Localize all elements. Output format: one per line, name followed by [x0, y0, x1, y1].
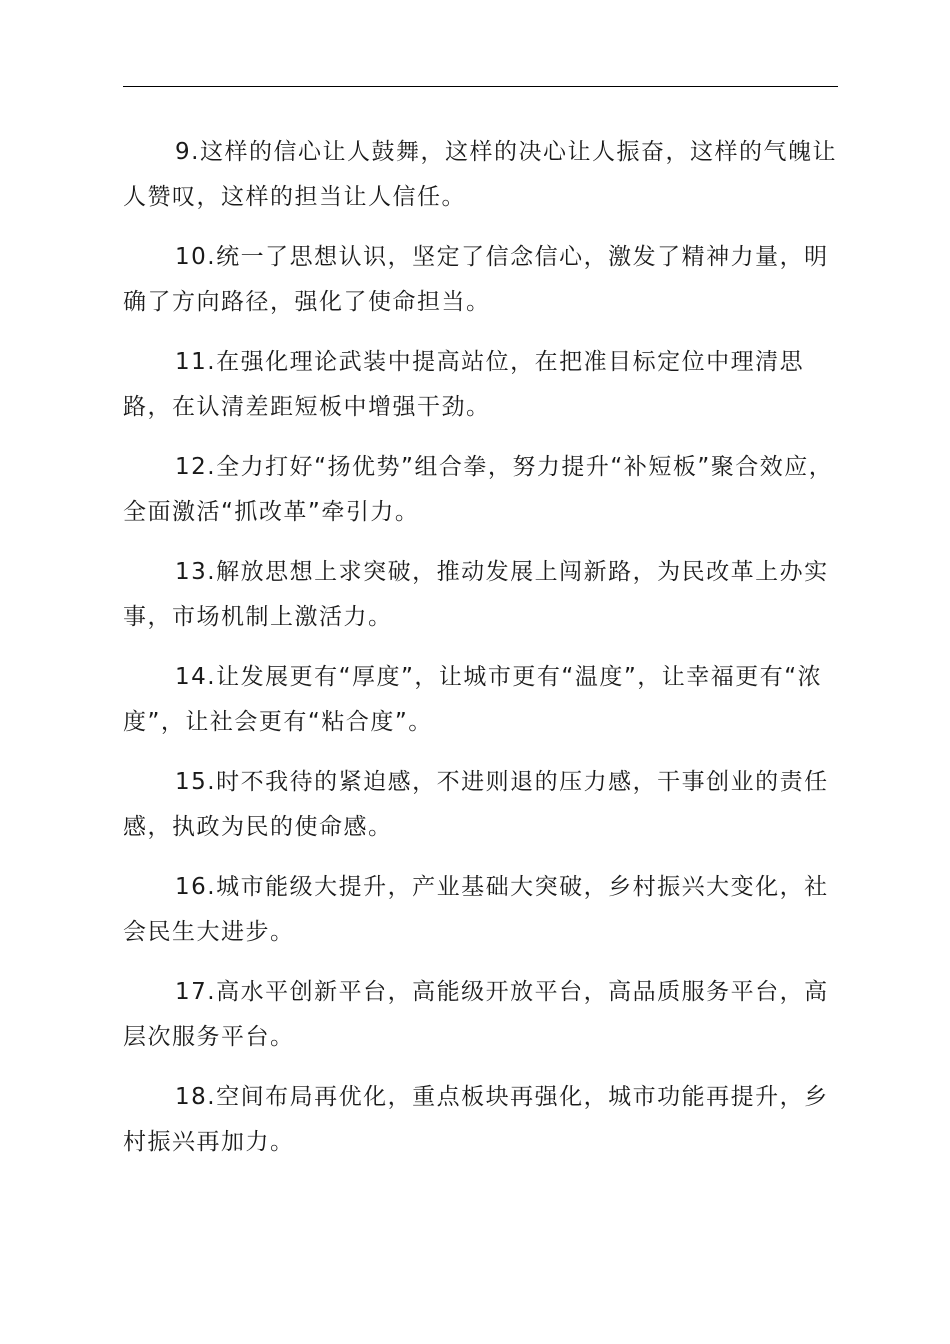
paragraph-14: 14.让发展更有“厚度”，让城市更有“温度”，让幸福更有“浓度”，让社会更有“粘合度”。 [123, 664, 823, 735]
paragraph-17: 17.高水平创新平台，高能级开放平台，高品质服务平台，高层次服务平台。 [123, 979, 829, 1050]
paragraph-13: 13.解放思想上求突破，推动发展上闯新路，为民改革上办实事，市场机制上激活力。 [123, 559, 829, 630]
paragraph-16: 16.城市能级大提升，产业基础大突破，乡村振兴大变化，社会民生大进步。 [123, 874, 829, 945]
header-rule [123, 86, 838, 87]
document-body [123, 130, 853, 1180]
paragraph-9: 9.这样的信心让人鼓舞，这样的决心让人振奋，这样的气魄让人赞叹，这样的担当让人信任。 [123, 139, 837, 210]
paragraph-10: 10.统一了思想认识，坚定了信念信心，激发了精神力量，明确了方向路径，强化了使命担当。 [123, 244, 829, 315]
paragraph-18: 18.空间布局再优化，重点板块再强化，城市功能再提升，乡村振兴再加力。 [123, 1084, 829, 1155]
paragraph-12: 12.全力打好“扬优势”组合拳，努力提升“补短板”聚合效应，全面激活“抓改革”牵引力。 [123, 454, 834, 525]
paragraph-11: 11.在强化理论武装中提高站位，在把准目标定位中理清思路，在认清差距短板中增强干劲。 [123, 349, 805, 420]
paragraph-15: 15.时不我待的紧迫感，不进则退的压力感，干事创业的责任感，执政为民的使命感。 [123, 769, 829, 840]
